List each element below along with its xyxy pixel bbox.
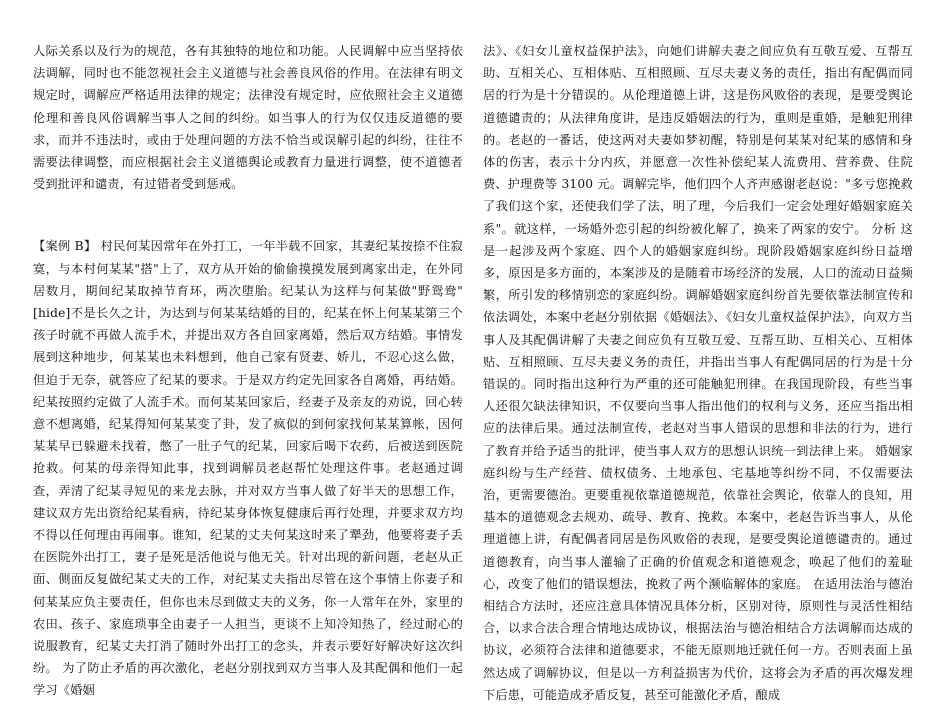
paragraph-gap bbox=[33, 195, 463, 235]
right-column bbox=[483, 40, 913, 706]
case-b-continuation-paragraph: 法》、《妇女儿童权益保护法》，向她们讲解夫妻之间应负有互敬互爱、互帮互助、互相关心、互相体贴、互相照顾、互尽夫妻义务的责任，指出有配偶而同居的行为是十分错误的。从伦理道德上讲，这是伤风败俗的表现，是要受舆论道德谴责的；从法律角度讲，是违反婚姻法的行为，重则是重婚，是触犯刑律的。老赵的一番话，使这两对夫妻如梦初醒，特别是何某某对纪某的感情和身体的伤害，表示十分内疚，并愿意一次性补偿纪某人流费用、营养费、住院费、护理费等 3100 元。调解完毕，他们四个人齐声感谢老赵说："多亏您挽救了我们这个家，还使我们学了法，明了理，今后我们一定会处理好婚姻家庭关系"。就这样，一场婚外恋引起的纠纷被化解了，换来了两家的安宁。 分析 这是一起涉及两个家庭、四个人的婚姻家庭纠纷。现阶段婚姻家庭纠纷日益增多，原因是多方面的，本案涉及的是随着市场经济的发展，人口的流动日益频繁，所引发的移情别恋的家庭纠纷。调解婚姻家庭纠纷首先要依靠法制宣传和依法调处，本案中老赵分别依据《婚姻法》、《妇女儿童权益保护法》，向双方当事人及其配偶讲解了夫妻之间应负有互敬互爱、互帮互助、互相关心、互相体贴、互相照顾、互尽夫妻义务的责任，并指出当事人有配偶同居的行为是十分错误的。同时指出这种行为严重的还可能触犯刑律。在我国现阶段，有些当事人还很欠缺法律知识，不仅要向当事人指出他们的权利与义务，还应当指出相应的法律后果。通过法制宣传，老赵对当事人错误的思想和非法的行为，进行了教育并给予适当的批评，使当事人双方的思想认识统一到法律上来。 婚姻家庭纠纷与生产经营、债权债务、土地承包、宅基地等纠纷不同，不仅需要法治，更需要德治。更要重视依靠道德规范，依靠社会舆论，依靠人的良知，用基本的道德观念去规劝、疏导、教育、挽救。本案中，老赵告诉当事人，从伦理道德上讲，有配偶者同居是伤风败俗的表现，是要受舆论道德谴责的。通过道德教育，向当事人灌输了正确的价值观念和道德观念，唤起了他们的羞耻心，改变了他们的错误想法，挽救了两个濒临解体的家庭。 在适用法治与德治相结合方法时，还应注意具体情况具体分析，区别对待，原则性与灵活性相结合，以求合法合理合情地达成协议，根据法治与德治相结合方法调解而达成的协议，必须符合法律和道德要求，不能无原则地迁就任何一方。否则表面上虽然达成了调解协议，但是以一方利益损害为代价，这将会为矛盾的再次爆发埋下后患，可能造成矛盾反复，甚至可能激化矛盾，酿成 bbox=[483, 44, 913, 702]
left-column bbox=[33, 40, 463, 702]
case-b-paragraph: 【案例 B】 村民何某因常年在外打工，一年半载不回家，其妻纪某按捺不住寂寞，与本村何某某"搭"上了，双方从开始的偷偷摸摸发展到离家出走，在外同居数月，期间纪某取掉节育环，两次堕胎。纪某认为这样与何某做"野鸳鸯"[hide]不是长久之计，为达到与何某某结婚的目的，纪某在怀上何某某第三个孩子时就不再做人流手术，并提出双方各自回家离婚，然后双方结婚。事情发展到这种地步，何某某也未料想到，他自己家有贤妻、娇儿，不忍心这么做，但迫于无奈，就答应了纪某的要求。于是双方约定先回家各自离婚，再结婚。纪某按照约定做了人流手术。而何某某回家后，经妻子及亲友的劝说，回心转意不想离婚，纪某得知何某某变了卦，发了疯似的到何家找何某某算帐，因何某某早已躲避未找着，憋了一肚子气的纪某，回家后喝下农药，后被送到医院抢救。何某的母亲得知此事，找到调解员老赵帮忙处理这件事。老赵通过调查，弄清了纪某寻短见的来龙去脉，并对双方当事人做了好半天的思想工作，建议双方先出资给纪某看病，待纪某身体恢复健康后再行处理，并要求双方均不得以任何理由再闹事。谁知，纪某的丈夫何某这时来了犟劲，他要将妻子丢在医院外出打工，妻子是死是活他说与他无关。针对出现的新问题，老赵从正面、侧面反复做纪某丈夫的工作，对纪某丈夫指出尽管在这个事情上你妻子和何某某应负主要责任，但你也未尽到做丈夫的义务，你一人常年在外，家里的农田、孩子、家庭琐事全由妻子一人担当，更谈不上知冷知热了，经过耐心的说服教育，纪某丈夫打消了随时外出打工的念头，并表示要好好解决好这次纠纷。 为了防止矛盾的再次激化，老赵分别找到双方当事人及其配偶和他们一起学习《婚姻 bbox=[33, 239, 463, 698]
intro-paragraph: 人际关系以及行为的规范，各有其独特的地位和功能。人民调解中应当坚持依法调解，同时也不能忽视社会主义道德与社会善良风俗的作用。在法律有明文规定时，调解应严格适用法律的规定；法律没有规定时，应依照社会主义道德伦理和善良风俗调解当事人之间的纠纷。如当事人的行为仅仅违反道德的要求，而并不违法时，或由于处理问题的方法不恰当或误解引起的纠纷，往往不需要法律调整，而应根据社会主义道德舆论或教育力量进行调整，使不道德者受到批评和谴责，有过错者受到惩戒。 bbox=[33, 44, 463, 192]
